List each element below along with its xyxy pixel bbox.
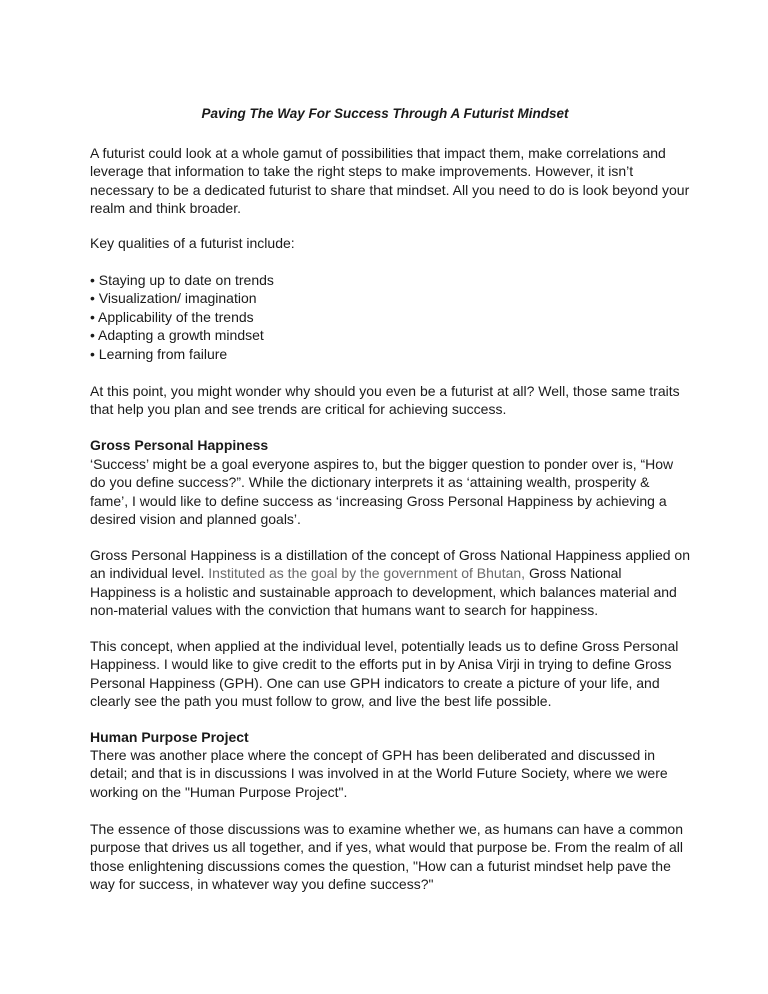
intro-paragraph: A futurist could look at a whole gamut of possibilities that impact them, make correlations and leverage that information to take the right steps to make improvements. However, it isn’t necessary to be a dedicated futurist to share that mindset. All you need to do is look beyond your realm and think broader. [90, 145, 690, 217]
document-title: Paving The Way For Success Through A Futurist Mindset [201, 106, 569, 121]
wonder-paragraph: At this point, you might wonder why should you even be a futurist at all? Well, those same traits that help you plan and see trends are critical for achieving success. [90, 383, 680, 418]
hpp-paragraph-2: The essence of those discussions was to examine whether we, as humans can have a common purpose that drives us all together, and if yes, what would that purpose be. From the realm of all those enlightening discussions comes the question, "How can a futurist mindset help pave the way for success, in whatever way you define success?" [90, 821, 683, 893]
hpp-paragraph-1: There was another place where the concept of GPH has been deliberated and discussed in detail; and that is in discussions I was involved in at the World Future Society, where we were working on the "Human Purpose Project". [90, 747, 668, 800]
qualities-list [90, 271, 690, 363]
list-item: • Adapting a growth mindset [90, 327, 264, 344]
hpp-heading: Human Purpose Project [90, 729, 249, 745]
list-item: • Visualization/ imagination [90, 290, 257, 307]
list-item: • Staying up to date on trends [90, 272, 274, 288]
gph-paragraph-3: This concept, when applied at the individual level, potentially leads us to define Gross Personal Happiness. I would like to give credit to the efforts put in by Anisa Virji in trying to define Gross Personal Happiness (GPH). One can use GPH indicators to create a picture of your life, and clearly see the path you must follow to grow, and live the best life possible. [90, 638, 679, 710]
gph-heading: Gross Personal Happiness [90, 437, 269, 453]
gph-paragraph-2 [90, 546, 690, 620]
gph-paragraph-2-end: Gross National Happiness is a holistic and sustainable approach to development, which balances material and non-material values with the conviction that humans want to search for happiness. [90, 565, 677, 619]
list-item: • Learning from failure [90, 345, 228, 362]
list-item: • Applicability of the trends [90, 308, 254, 325]
gph-paragraph-2-start: Gross Personal Happiness is a distillation of the concept of Gross National Happiness applied on an individual level. [90, 547, 690, 582]
qualities-intro: Key qualities of a futurist include: [90, 235, 295, 251]
bhutan-reference: Instituted as the goal by the government of Bhutan, [208, 565, 526, 582]
gph-paragraph-1: ‘Success’ might be a goal everyone aspires to, but the bigger question to ponder over is, “How do you define success?”. While the dictionary interprets it as ‘attaining wealth, prosperity & fame’, I would like to define success as ‘increasing Gross Personal Happiness by achieving a desired vision and planned goals’. [90, 456, 674, 528]
